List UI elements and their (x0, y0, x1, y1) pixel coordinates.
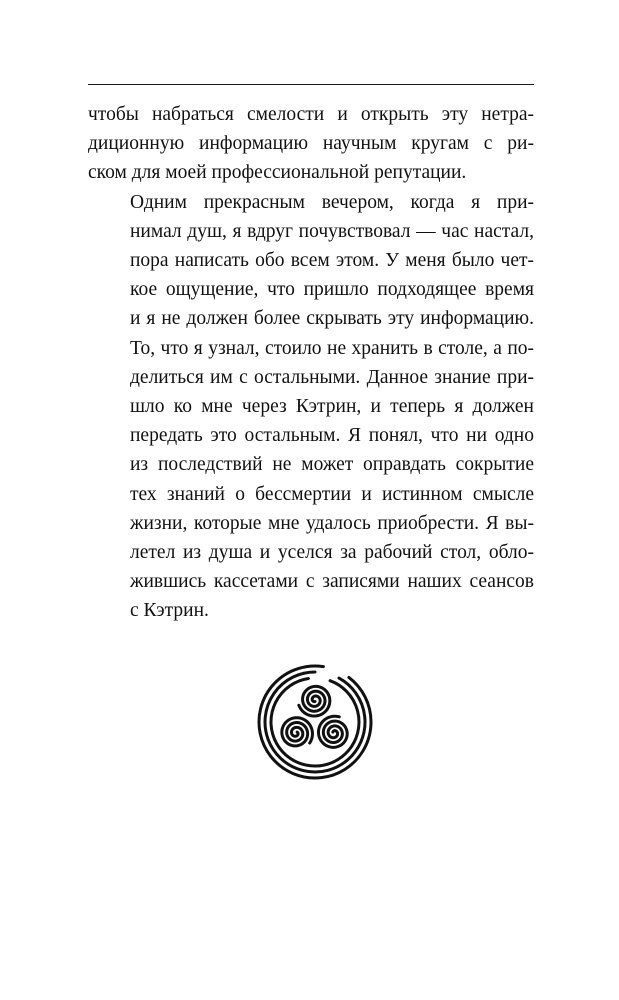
text-line: жизни, которые мне удалось приобрести. Я вы- (130, 512, 534, 534)
spiral-arm-3 (282, 718, 313, 746)
spiral-arm-1 (299, 686, 330, 716)
text-line: летел из душа и уселся за рабочий стол, обло- (130, 542, 534, 564)
text-line: и я не должен более скрывать эту информацию. (130, 308, 534, 330)
text-line: делиться им с остальными. Данное знание при- (130, 366, 534, 388)
text-line: нимал душ, я вдруг почувствовал — час настал, (130, 220, 534, 242)
text-line: ском для моей профессиональной репутации. (88, 162, 467, 184)
text-line: из последствий не может оправдать сокрытие (130, 454, 534, 476)
text-line: диционную информацию научным кругам с ри- (88, 133, 534, 155)
text-line: передать это остальным. Я понял, что ни одно (130, 425, 534, 447)
text-line: чтобы набраться смелости и открыть эту нетра- (88, 104, 534, 125)
text-line: тех знаний о бессмертии и истинном смысле (130, 483, 534, 505)
text-line: жившись кассетами с записями наших сеансов (130, 571, 534, 593)
triskelion-spiral-icon (255, 660, 375, 780)
text-line: То, что я узнал, стоило не хранить в столе, а по- (130, 337, 534, 359)
body-text (88, 100, 534, 626)
header-rule (88, 84, 534, 85)
text-line: с Кэтрин. (130, 600, 209, 622)
text-line: пора написать обо всем этом. У меня было чет- (130, 250, 534, 272)
text-line: Одним прекрасным вечером, когда я при- (130, 191, 534, 213)
text-line: шло ко мне через Кэтрин, и теперь я должен (130, 396, 534, 418)
paragraph-2 (88, 188, 534, 626)
spiral-arm-2 (319, 716, 348, 747)
text-line: кое ощущение, что пришло подходящее время (130, 279, 534, 301)
paragraph-1 (88, 100, 534, 188)
outer-ring-3 (259, 666, 371, 778)
